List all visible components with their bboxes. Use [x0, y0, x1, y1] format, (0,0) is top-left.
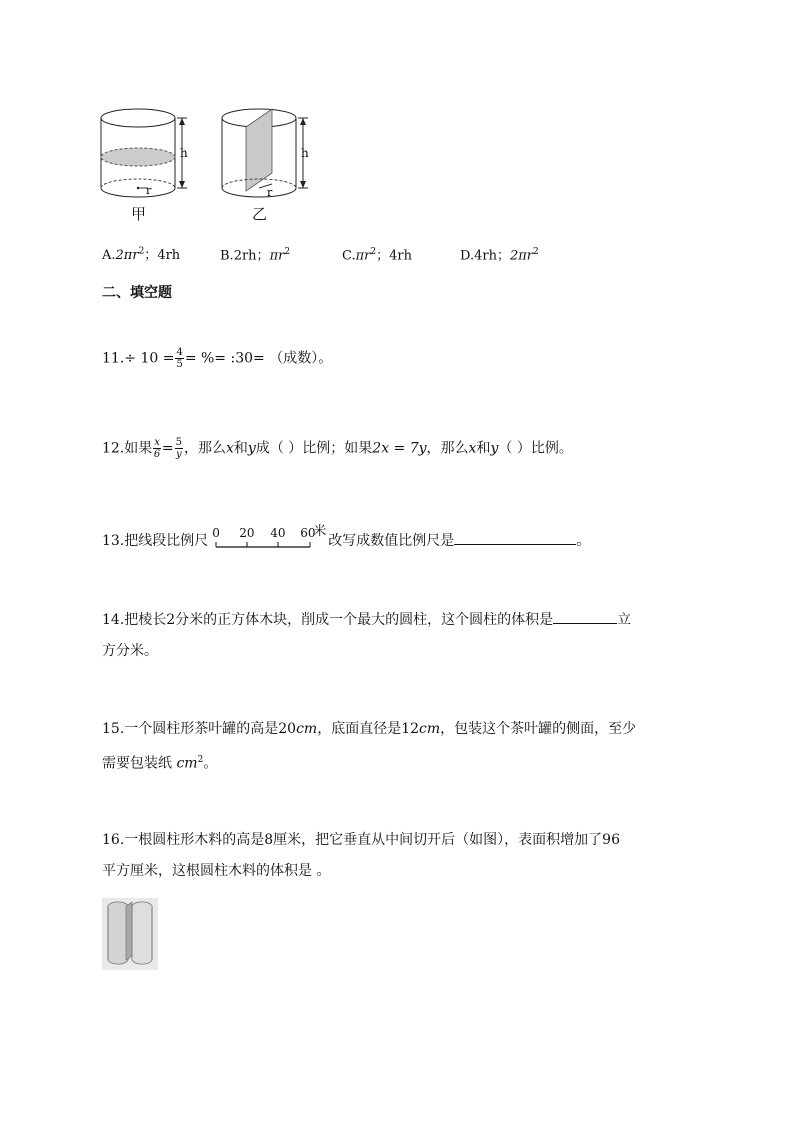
caption-jia: 甲 — [131, 205, 147, 223]
question-12: 12.如果 $\frac{x}{6}$ = $\frac{5}{y}$ ，那么x和y成（ ）比例；如果2x = 7y，那么x和y（ ）比例。 — [102, 437, 573, 460]
question-11: 11.÷ 10 = $\frac{4}{5}$ = %= :30= （成数）。 — [102, 347, 333, 370]
question-16-line2: 平方厘米，这根圆柱木料的体积是 。 — [102, 863, 331, 879]
answer-blank-13[interactable] — [454, 530, 576, 545]
option-c[interactable]: $C.\pi r^2$；4rh — [342, 247, 412, 264]
section-title: 二、填空题 — [102, 285, 172, 301]
answer-blank-14[interactable] — [553, 609, 617, 624]
scale-tick-60: 60 — [300, 526, 316, 540]
line-scale — [208, 524, 328, 551]
question-16: 16.一根圆柱形木料的高是8厘米，把它垂直从中间切开后（如图），表面积增加了96 — [102, 832, 620, 848]
cylinder-jia — [101, 109, 187, 197]
question-15: 15.一个圆柱形茶叶罐的高是20cm，底面直径是12cm，包装这个茶叶罐的侧面，至少 — [102, 721, 637, 737]
caption-yi: 乙 — [252, 205, 268, 223]
h-label-right: h — [301, 146, 309, 160]
r-label-right: r — [267, 186, 273, 199]
scale-tick-0: 0 — [212, 526, 220, 540]
option-b[interactable]: B.2rh；$\pi r^2$ — [220, 247, 291, 264]
fraction-5-y: $\frac{5}{y}$ — [175, 437, 183, 460]
fraction-4-5: $\frac{4}{5}$ — [176, 347, 183, 370]
scale-tick-20: 20 — [239, 526, 255, 540]
question-13: 13.把线段比例尺 0 20 40 60 米 改写成数值比例尺是 。 — [102, 524, 591, 549]
h-label-left: h — [180, 146, 188, 160]
scale-unit: 米 — [313, 524, 327, 539]
options-row — [102, 242, 539, 266]
cut-cylinder-image — [102, 898, 158, 970]
r-label-left: r — [146, 184, 152, 197]
fraction-x-6: $\frac{x}{6}$ — [153, 437, 161, 460]
question-14: 14.把棱长2分米的正方体木块，削成一个最大的圆柱，这个圆柱的体积是 立 — [102, 609, 631, 630]
option-a[interactable]: $A.2\pi r^2$；4rh — [102, 247, 181, 264]
cylinder-yi — [222, 109, 308, 197]
question-15-line2: 需要包装纸 $cm^2$。 — [102, 755, 218, 772]
option-d[interactable]: D.4rh；$2\pi r^2$ — [460, 247, 539, 264]
question-14-line2: 方分米。 — [102, 643, 158, 659]
scale-tick-40: 40 — [270, 526, 286, 540]
